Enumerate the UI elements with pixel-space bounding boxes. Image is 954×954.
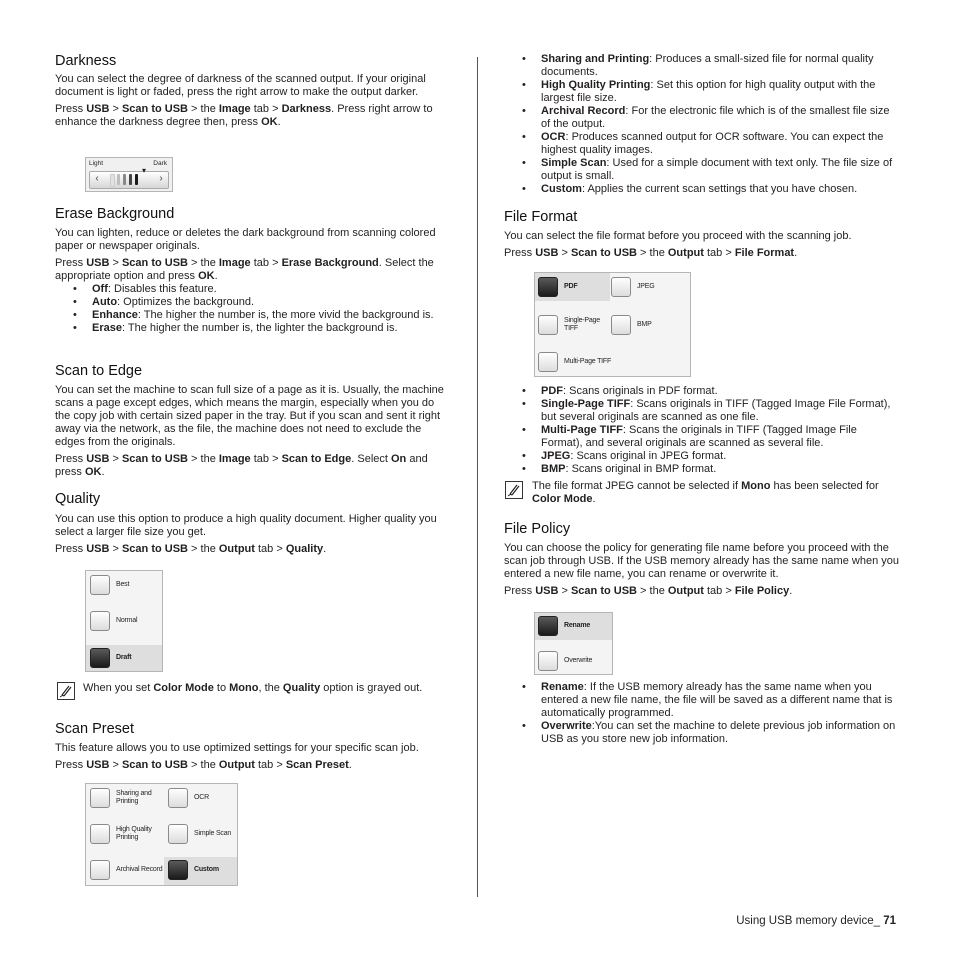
policy-descriptions: [504, 681, 899, 746]
text-run: Press: [55, 543, 87, 555]
list-item-term: Auto: [92, 296, 118, 308]
preset-options-panel: [85, 783, 238, 886]
option-overwrite[interactable]: [538, 651, 592, 671]
policy-press: [504, 585, 899, 598]
bold-term: Scan to USB: [121, 257, 188, 269]
bold-term: Scan Preset: [285, 759, 349, 771]
list-item: [504, 681, 899, 720]
bold-term: Mono: [741, 480, 771, 492]
text-run: .: [794, 247, 798, 259]
edge-desc: You can set the machine to scan full size of a page as it is. Usually, the machine scans a page except edges, which means the margin, especially when you do the copy job with certain sized paper in the tray. But if you scan and sent it right away via the network, as the file, the machine does not need to exclude the edges from the originals.: [55, 384, 444, 448]
list-item-text: : Optimizes the background.: [117, 296, 255, 308]
checkbox[interactable]: [90, 788, 110, 808]
heading-file-policy: File Policy: [504, 521, 571, 537]
list-item-term: Enhance: [92, 309, 138, 321]
text-run: .: [277, 116, 281, 128]
bold-term: Mono: [229, 682, 259, 694]
bold-term: Color Mode: [153, 682, 214, 694]
bold-term: Output: [218, 759, 255, 771]
text-run: The file format JPEG cannot be selected if: [532, 480, 742, 492]
option-label: Draft: [116, 654, 132, 661]
list-item: [504, 424, 899, 450]
list-item-term: PDF: [541, 385, 563, 397]
option-label: High Quality Printing: [116, 826, 152, 841]
list-item-term: Erase: [92, 322, 122, 334]
format-options-list: [504, 385, 899, 476]
text-run: . Select: [351, 453, 391, 465]
text-run: Press: [504, 585, 536, 597]
darkness-press: [55, 103, 450, 129]
checkbox[interactable]: [90, 824, 110, 844]
bold-term: File Format: [734, 247, 795, 259]
quality-body: [55, 513, 450, 556]
checkbox-selected[interactable]: [168, 860, 188, 880]
bold-term: Color Mode: [532, 493, 593, 505]
policy-options-panel: [534, 612, 613, 675]
list-item-term: Multi-Page TIFF: [541, 424, 623, 436]
bold-term: Image: [218, 257, 251, 269]
bold-term: Image: [218, 453, 251, 465]
option-bmp[interactable]: [611, 315, 652, 335]
text-run: When you set: [83, 682, 154, 694]
darkness-control: [85, 157, 173, 192]
left-arrow-icon[interactable]: ‹: [95, 173, 99, 184]
text-run: tab >: [703, 585, 735, 597]
format-desc: You can select the file format before you proceed with the scanning job.: [504, 230, 852, 242]
checkbox-selected[interactable]: [90, 648, 110, 668]
checkbox[interactable]: [611, 277, 631, 297]
option-archival-record[interactable]: [90, 860, 162, 880]
text-run: tab >: [703, 247, 735, 259]
text-run: > the: [187, 453, 219, 465]
list-item: [504, 450, 899, 463]
option-pdf[interactable]: [538, 277, 577, 297]
erase-options-list: [55, 283, 450, 335]
list-item-text: : Set this option for high quality output with the largest file size.: [541, 79, 876, 104]
option-label: Simple Scan: [194, 830, 232, 837]
list-item-text: : Used for a simple document with text only. The file size of output is small.: [541, 157, 893, 182]
list-item-text: : Scans original in BMP format.: [565, 463, 717, 475]
list-item: [504, 183, 899, 196]
bold-term: Scan to USB: [121, 543, 188, 555]
text-run: >: [109, 257, 122, 269]
text-run: >: [109, 543, 122, 555]
text-run: >: [558, 585, 571, 597]
list-item-term: Simple Scan: [541, 157, 607, 169]
option-label: Multi-Page TIFF: [564, 358, 612, 365]
darkness-desc: You can select the degree of darkness of the scanned output. If your original document is light or faded, press the right arrow to make the output darker.: [55, 73, 426, 98]
heading-file-format: File Format: [504, 209, 578, 225]
bold-term: Output: [218, 543, 255, 555]
bold-term: Scan to USB: [121, 103, 188, 115]
list-item-text: : Produces scanned output for OCR software. You can expect the highest quality images.: [541, 131, 884, 156]
text-run: . Select the appropriate option and press: [55, 257, 434, 282]
list-item: [504, 131, 899, 157]
option-multi-page-tiff[interactable]: [538, 352, 611, 372]
policy-options-list: [504, 681, 899, 746]
bold-term: USB: [535, 585, 559, 597]
list-item-text: : Disables this feature.: [107, 283, 217, 295]
list-item: [504, 720, 899, 746]
level-bar-3: [123, 174, 126, 185]
list-item-term: Rename: [541, 681, 584, 693]
level-bar-2: [117, 174, 120, 185]
bold-term: USB: [86, 759, 110, 771]
list-item-term: Off: [92, 283, 108, 295]
right-arrow-icon[interactable]: ›: [159, 173, 163, 184]
edge-body: [55, 384, 450, 479]
erase-body: [55, 227, 450, 335]
quality-press: [55, 543, 450, 556]
text-run: tab >: [254, 543, 286, 555]
option-label: Archival Record: [116, 866, 163, 873]
bold-term: On: [391, 453, 407, 465]
text-run: .: [101, 466, 105, 478]
option-ocr[interactable]: [168, 788, 209, 808]
option-normal[interactable]: [90, 611, 137, 631]
level-bar-1: [110, 174, 115, 187]
bold-term: USB: [86, 257, 110, 269]
policy-body: [504, 542, 899, 598]
preset-options-list: [504, 53, 899, 196]
format-descriptions: [504, 385, 899, 476]
option-single-page-tiff[interactable]: [538, 315, 600, 335]
edge-press: [55, 453, 450, 479]
policy-desc: You can choose the policy for generating file name before you proceed with the scan job through USB. If the USB memory already has the same name when you entered a new file name, you can rename or overwrite it.: [504, 542, 899, 580]
heading-quality: Quality: [55, 491, 101, 507]
list-item-text: : For the electronic file which is of the smallest file size of the output.: [541, 105, 890, 130]
column-divider: [477, 57, 478, 897]
bold-term: USB: [535, 247, 559, 259]
text-run: Press: [55, 453, 87, 465]
checkbox-selected[interactable]: [538, 616, 558, 636]
text-run: .: [323, 543, 327, 555]
text-run: Press: [504, 247, 536, 259]
option-label: BMP: [637, 321, 652, 328]
list-item: [55, 322, 450, 335]
bold-term: Scan to USB: [570, 585, 637, 597]
option-rename[interactable]: [538, 616, 590, 636]
light-label: Light: [89, 160, 104, 167]
checkbox[interactable]: [168, 788, 188, 808]
list-item-text: : Scans originals in PDF format.: [563, 385, 718, 397]
list-item-text: : Produces a small-sized file for normal quality documents.: [541, 53, 874, 78]
list-item-term: BMP: [541, 463, 566, 475]
text-run: has been selected for: [770, 480, 879, 492]
list-item: [504, 53, 899, 79]
text-run: .: [214, 270, 218, 282]
checkbox[interactable]: [538, 315, 558, 335]
text-run: tab >: [250, 453, 282, 465]
text-run: >: [109, 453, 122, 465]
list-item-text: : If the USB memory already has the same name when you entered a new file name, the file will be saved as a different name that is automatically programmed.: [541, 681, 893, 719]
option-label: Custom: [194, 866, 219, 873]
preset-desc: This feature allows you to use optimized settings for your specific scan job.: [55, 742, 419, 754]
preset-press: [55, 759, 450, 772]
option-label: JPEG: [637, 283, 655, 290]
text-run: .: [592, 493, 596, 505]
bold-term: USB: [86, 103, 110, 115]
list-item-term: Archival Record: [541, 105, 626, 117]
option-label: Best: [116, 581, 130, 588]
list-item-text: : Scans original in JPEG format.: [570, 450, 727, 462]
checkbox[interactable]: [538, 651, 558, 671]
checkbox-selected[interactable]: [538, 277, 558, 297]
note-icon: [505, 481, 523, 499]
text-run: > the: [636, 585, 668, 597]
bold-term: Quality: [282, 682, 321, 694]
list-item-term: OCR: [541, 131, 566, 143]
list-item-term: Single-Page TIFF: [541, 398, 631, 410]
erase-press: [55, 257, 450, 283]
heading-scan-to-edge: Scan to Edge: [55, 363, 143, 379]
bold-term: USB: [86, 453, 110, 465]
text-run: to: [213, 682, 230, 694]
preset-descriptions: [504, 53, 899, 196]
option-draft[interactable]: [90, 648, 131, 668]
heading-darkness: Darkness: [55, 53, 117, 69]
list-item-text: : Scans originals in TIFF (Tagged Image File Format), but several originals are scanned as one file.: [541, 398, 891, 423]
list-item: [504, 398, 899, 424]
option-label: Normal: [116, 617, 138, 624]
list-item: [504, 157, 899, 183]
list-item: [55, 283, 450, 296]
darkness-body: [55, 73, 450, 129]
bold-term: Erase Background: [281, 257, 379, 269]
checkbox[interactable]: [538, 352, 558, 372]
checkbox[interactable]: [168, 824, 188, 844]
list-item: [55, 296, 450, 309]
option-label: OCR: [194, 794, 209, 801]
checkbox[interactable]: [90, 575, 110, 595]
bold-term: Scan to Edge: [281, 453, 352, 465]
text-run: tab >: [250, 103, 282, 115]
list-item: [55, 309, 450, 322]
text-run: tab >: [254, 759, 286, 771]
text-run: > the: [187, 759, 219, 771]
erase-desc: You can lighten, reduce or deletes the dark background from scanning colored paper or newspaper originals.: [55, 227, 436, 252]
note-icon: [57, 682, 75, 700]
bold-term: File Policy: [734, 585, 790, 597]
bold-term: Quality: [285, 543, 324, 555]
option-label: Single-Page TIFF: [564, 317, 600, 332]
bold-term: Scan to USB: [121, 759, 188, 771]
text-run: and press: [55, 453, 428, 478]
option-simple-scan[interactable]: [168, 824, 231, 844]
option-jpeg[interactable]: [611, 277, 654, 297]
checkbox[interactable]: [611, 315, 631, 335]
page-number: 71: [883, 915, 896, 927]
checkbox[interactable]: [90, 860, 110, 880]
option-custom[interactable]: [168, 860, 219, 880]
heading-erase-background: Erase Background: [55, 206, 175, 222]
checkbox[interactable]: [90, 611, 110, 631]
format-press: [504, 247, 899, 260]
text-run: . Press right arrow to enhance the darkness degree then, press: [55, 103, 433, 128]
bold-term: OK: [198, 270, 215, 282]
text-run: >: [109, 103, 122, 115]
list-item-term: Custom: [541, 183, 582, 195]
text-run: > the: [187, 103, 219, 115]
bold-term: Darkness: [281, 103, 332, 115]
footer-text: Using USB memory device_: [736, 915, 884, 927]
list-item-text: : The higher the number is, the lighter the background is.: [121, 322, 398, 334]
preset-body: [55, 742, 450, 772]
format-note: [532, 480, 899, 506]
list-item-term: Overwrite: [541, 720, 592, 732]
quality-note: [83, 682, 451, 695]
option-label: Rename: [564, 622, 591, 629]
bold-term: Scan to USB: [121, 453, 188, 465]
option-best[interactable]: [90, 575, 129, 595]
text-run: Press: [55, 257, 87, 269]
text-run: tab >: [250, 257, 282, 269]
text-run: > the: [636, 247, 668, 259]
text-run: option is grayed out.: [320, 682, 423, 694]
bold-term: OK: [84, 466, 102, 478]
option-high-quality-printing[interactable]: [90, 824, 160, 844]
text-run: > the: [187, 257, 219, 269]
page-footer: [736, 915, 896, 927]
quality-options-panel: [85, 570, 163, 672]
list-item: [504, 105, 899, 131]
level-marker-icon: ▾: [142, 166, 147, 175]
format-body: [504, 230, 899, 260]
list-item-term: JPEG: [541, 450, 571, 462]
text-run: >: [558, 247, 571, 259]
bold-term: Output: [667, 585, 704, 597]
format-options-panel: [534, 272, 691, 377]
list-item-text: : Scans the originals in TIFF (Tagged Image File Format), and several originals are scanned as several file.: [541, 424, 857, 449]
level-bar-5: [135, 174, 138, 185]
list-item: [504, 385, 899, 398]
bold-term: Output: [667, 247, 704, 259]
option-label: PDF: [564, 283, 578, 290]
option-sharing-and-printing[interactable]: [90, 788, 160, 808]
dark-label: Dark: [153, 160, 167, 167]
list-item-text: :You can set the machine to delete previous job information on USB as you store new job information.: [541, 720, 896, 745]
text-run: Press: [55, 759, 87, 771]
list-item: [504, 79, 899, 105]
list-item: [504, 463, 899, 476]
option-label: Sharing and Printing: [116, 790, 152, 805]
text-run: .: [789, 585, 793, 597]
quality-desc: You can use this option to produce a high quality document. Higher quality you select a larger file size you get.: [55, 513, 437, 538]
list-item-term: Sharing and Printing: [541, 53, 650, 65]
bold-term: USB: [86, 543, 110, 555]
text-run: Press: [55, 103, 87, 115]
list-item-text: : Applies the current scan settings that you have chosen.: [581, 183, 858, 195]
text-run: >: [109, 759, 122, 771]
bold-term: OK: [261, 116, 278, 128]
text-run: , the: [258, 682, 283, 694]
heading-scan-preset: Scan Preset: [55, 721, 134, 737]
text-run: .: [348, 759, 352, 771]
bold-term: Scan to USB: [570, 247, 637, 259]
list-item-text: : The higher the number is, the more vivid the background is.: [137, 309, 434, 321]
level-bar-4: [129, 174, 132, 185]
text-run: > the: [187, 543, 219, 555]
list-item-term: High Quality Printing: [541, 79, 651, 91]
option-label: Overwrite: [564, 657, 593, 664]
bold-term: Image: [218, 103, 251, 115]
